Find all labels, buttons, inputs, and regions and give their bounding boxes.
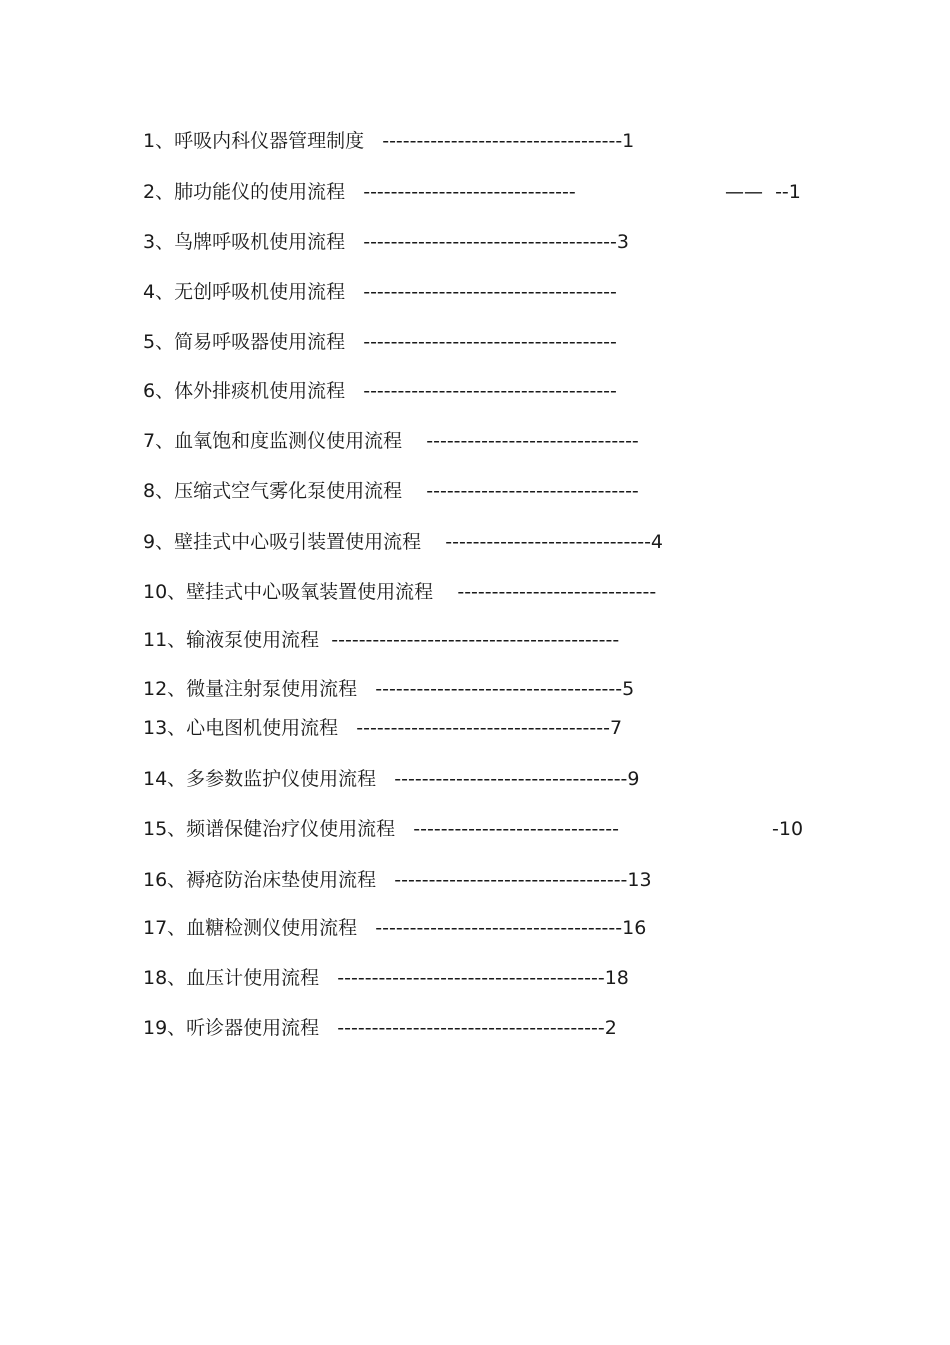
toc-entry-title: 1、呼吸内科仪器管理制度 — [143, 130, 365, 152]
toc-entry-14 — [143, 767, 640, 791]
toc-entry-8 — [143, 479, 639, 503]
toc-entry-leader: ------------------------------------16 — [357, 917, 647, 939]
toc-entry-leader: ------------------------------------- — [345, 281, 617, 303]
toc-entry-2 — [143, 180, 576, 204]
toc-entry-title: 10、壁挂式中心吸氧装置使用流程 — [143, 581, 434, 603]
toc-entry-leader: ---------------------------------------2 — [319, 1017, 617, 1039]
toc-entry-title: 5、简易呼吸器使用流程 — [143, 331, 346, 353]
toc-entry-2-page: —— --1 — [725, 181, 801, 203]
toc-entry-title: 15、频谱保健治疗仪使用流程 — [143, 818, 396, 840]
toc-entry-title: 3、鸟牌呼吸机使用流程 — [143, 231, 346, 253]
toc-entry-title: 17、血糖检测仪使用流程 — [143, 917, 358, 939]
toc-entry-title: 7、血氧饱和度监测仪使用流程 — [143, 430, 403, 452]
toc-entry-title: 6、体外排痰机使用流程 — [143, 380, 346, 402]
toc-entry-6 — [143, 379, 617, 403]
toc-entry-15 — [143, 817, 619, 841]
toc-entry-leader: ------------------------------------- — [345, 331, 617, 353]
toc-entry-11 — [143, 628, 619, 652]
toc-entry-title: 8、压缩式空气雾化泵使用流程 — [143, 480, 403, 502]
toc-entry-3 — [143, 230, 629, 254]
toc-entry-16 — [143, 868, 652, 892]
toc-entry-title: 4、无创呼吸机使用流程 — [143, 281, 346, 303]
toc-entry-leader: ------------------------------------------ — [319, 629, 620, 651]
toc-entry-title: 11、输液泵使用流程 — [143, 629, 320, 651]
toc-entry-title: 9、壁挂式中心吸引装置使用流程 — [143, 531, 422, 553]
toc-entry-title: 16、褥疮防治床垫使用流程 — [143, 869, 377, 891]
toc-entry-7 — [143, 429, 639, 453]
toc-entry-leader: ------------------------------ — [395, 818, 619, 840]
toc-entry-15-page: -10 — [772, 818, 804, 840]
toc-entry-leader: ----------------------------- — [433, 581, 657, 603]
toc-entry-4 — [143, 280, 617, 304]
toc-entry-19 — [143, 1016, 617, 1040]
toc-entry-title: 19、听诊器使用流程 — [143, 1017, 320, 1039]
toc-entry-leader: ----------------------------------13 — [376, 869, 652, 891]
toc-entry-5 — [143, 330, 617, 354]
toc-entry-13 — [143, 716, 622, 740]
toc-entry-leader: ------------------------------------5 — [357, 678, 635, 700]
toc-entry-leader: ------------------------------- — [345, 181, 576, 203]
toc-entry-leader: ------------------------------4 — [421, 531, 664, 553]
toc-entry-title: 14、多参数监护仪使用流程 — [143, 768, 377, 790]
toc-entry-title: 2、肺功能仪的使用流程 — [143, 181, 346, 203]
toc-entry-17 — [143, 916, 646, 940]
toc-entry-leader: -----------------------------------1 — [364, 130, 635, 152]
toc-entry-leader: ----------------------------------9 — [376, 768, 640, 790]
toc-entry-title: 18、血压计使用流程 — [143, 967, 320, 989]
toc-entry-leader: -------------------------------------7 — [338, 717, 623, 739]
toc-entry-18 — [143, 966, 629, 990]
toc-entry-12 — [143, 677, 634, 701]
toc-entry-title: 13、心电图机使用流程 — [143, 717, 339, 739]
toc-entry-1 — [143, 129, 634, 153]
toc-entry-9 — [143, 530, 663, 554]
toc-entry-leader: ------------------------------------- — [345, 380, 617, 402]
toc-entry-leader: -------------------------------------3 — [345, 231, 629, 253]
toc-entry-leader: ------------------------------- — [402, 480, 639, 502]
toc-entry-10 — [143, 580, 656, 604]
toc-entry-title: 12、微量注射泵使用流程 — [143, 678, 358, 700]
toc-entry-leader: ------------------------------- — [402, 430, 639, 452]
toc-entry-leader: ---------------------------------------18 — [319, 967, 629, 989]
